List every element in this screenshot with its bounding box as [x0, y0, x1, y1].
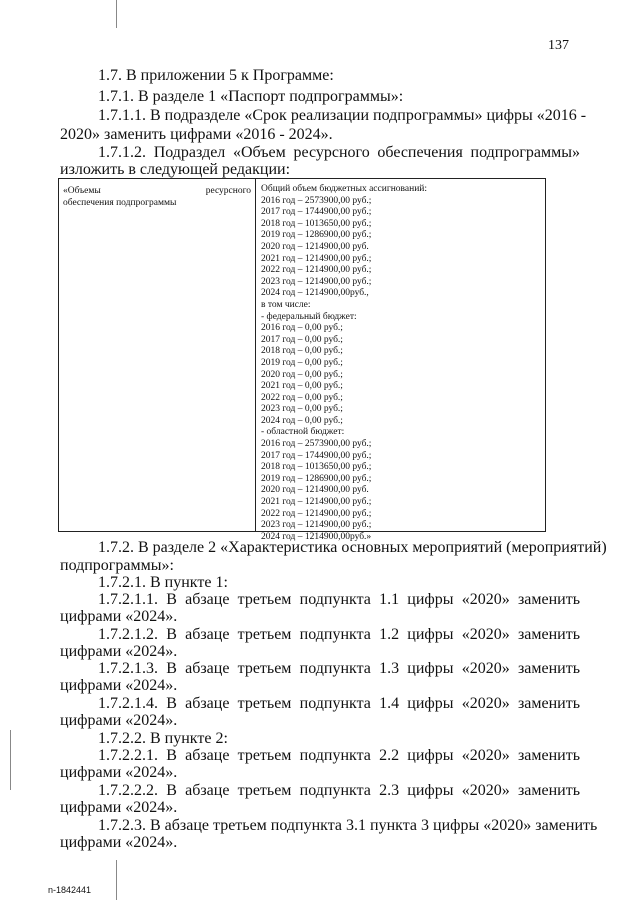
table-right-line: 2023 год – 1214900,00 руб.;: [261, 520, 372, 531]
paragraph-1-7-2-1-3-line1: 1.7.2.1.3. В абзаце третьем подпункта 1.3 цифры «2020» заменить: [98, 660, 580, 677]
table-left-cell: [63, 185, 251, 209]
paragraph-1-7-2-1-2-line1: 1.7.2.1.2. В абзаце третьем подпункта 1.2 цифры «2020» заменить: [98, 626, 580, 643]
paragraph-1-7-2-1-4-line1: 1.7.2.1.4. В абзаце третьем подпункта 1.4 цифры «2020» заменить: [98, 695, 580, 712]
table-right-line: 2024 год – 0,00 руб.;: [261, 415, 343, 426]
table-right-line: 2020 год – 1214900,00 руб.: [261, 485, 369, 496]
table-left-word-1: «Объемы: [63, 186, 101, 196]
table-right-cell: [261, 184, 541, 543]
paragraph-1-7-2-2-1-line2: цифрами «2024».: [60, 764, 178, 781]
paragraph-1-7-2-3-line1: 1.7.2.3. В абзаце третьем подпункта 3.1 пункта 3 цифры «2020» заменить: [98, 817, 598, 834]
table-right-line: 2024 год – 1214900,00руб.»: [261, 531, 372, 542]
paragraph-1-7-2-line1: 1.7.2. В разделе 2 «Характеристика основных мероприятий (мероприятий): [98, 539, 607, 556]
table-right-line: 2018 год – 1013650,00 руб.;: [261, 218, 372, 229]
table-right-line: 2021 год – 1214900,00 руб.;: [261, 253, 372, 264]
table-right-line: 2022 год – 1214900,00 руб.;: [261, 265, 372, 276]
scan-mark-top: [116, 0, 117, 28]
scan-mark-bottom: [116, 860, 117, 900]
table-right-line: 2018 год – 1013650,00 руб.;: [261, 462, 372, 473]
footer-document-code: n-1842441: [48, 885, 92, 895]
table-right-line: 2023 год – 0,00 руб.;: [261, 404, 343, 415]
paragraph-1-7-2-1-1-line2: цифрами «2024».: [60, 608, 178, 625]
table-right-line: - федеральный бюджет:: [261, 311, 357, 322]
page-number: 137: [548, 38, 569, 53]
paragraph-1-7-2-2-2-line1: 1.7.2.2.2. В абзаце третьем подпункта 2.3 цифры «2020» заменить: [98, 782, 580, 799]
table-right-line: 2023 год – 1214900,00 руб.;: [261, 276, 372, 287]
table-right-line: 2024 год – 1214900,00руб.,: [261, 288, 369, 299]
table-right-line: 2017 год – 0,00 руб.;: [261, 334, 343, 345]
table-left-word-2: ресурсного: [205, 186, 251, 196]
resource-table: [58, 178, 546, 542]
table-right-line: 2019 год – 1286900,00 руб.;: [261, 473, 372, 484]
paragraph-1-7-2-3-line2: цифрами «2024».: [60, 834, 178, 851]
table-left-line-2: обеспечения подпрограммы: [63, 198, 177, 208]
scan-mark-left: [10, 730, 11, 790]
table-right-line: - областной бюджет:: [261, 427, 345, 438]
table-right-line: 2018 год – 0,00 руб.;: [261, 346, 343, 357]
paragraph-1-7-2-1-1-line1: 1.7.2.1.1. В абзаце третьем подпункта 1.1 цифры «2020» заменить: [98, 591, 580, 608]
table-right-line: 2020 год – 1214900,00 руб.: [261, 241, 369, 252]
paragraph-1-7-2-2-2-line2: цифрами «2024».: [60, 799, 178, 816]
table-right-line: 2021 год – 0,00 руб.;: [261, 381, 343, 392]
table-right-line: в том числе:: [261, 299, 311, 310]
paragraph-1-7-1-1-line1: 1.7.1.1. В подразделе «Срок реализации подпрограммы» цифры «2016 -: [98, 107, 587, 124]
paragraph-1-7-1: 1.7.1. В разделе 1 «Паспорт подпрограммы»:: [98, 88, 404, 105]
paragraph-1-7-2-2: 1.7.2.2. В пункте 2:: [98, 730, 228, 747]
paragraph-1-7-1-2-line2: изложить в следующей редакции:: [60, 161, 291, 178]
table-right-line: 2016 год – 2573900,00 руб.;: [261, 195, 372, 206]
table-right-line: Общий объем бюджетных ассигнований:: [261, 184, 428, 194]
table-column-divider: [255, 179, 256, 531]
paragraph-1-7-1-2-line1: 1.7.1.2. Подраздел «Объем ресурсного обеспечения подпрограммы»: [98, 144, 580, 161]
table-right-line: 2017 год – 1744900,00 руб.;: [261, 207, 372, 218]
paragraph-1-7-2-1-4-line2: цифрами «2024».: [60, 712, 178, 729]
paragraph-1-7-1-1-line2: 2020» заменить цифрами «2016 - 2024».: [60, 126, 333, 143]
paragraph-1-7-2-1: 1.7.2.1. В пункте 1:: [98, 574, 228, 591]
table-right-line: 2021 год – 1214900,00 руб.;: [261, 497, 372, 508]
table-right-line: 2019 год – 0,00 руб.;: [261, 357, 343, 368]
table-right-line: 2022 год – 0,00 руб.;: [261, 392, 343, 403]
table-right-line: 2020 год – 0,00 руб.;: [261, 369, 343, 380]
paragraph-1-7-2-1-2-line2: цифрами «2024».: [60, 643, 178, 660]
table-right-line: 2016 год – 0,00 руб.;: [261, 323, 343, 334]
paragraph-1-7-2-2-1-line1: 1.7.2.2.1. В абзаце третьем подпункта 2.2 цифры «2020» заменить: [98, 747, 580, 764]
table-right-line: 2016 год – 2573900,00 руб.;: [261, 439, 372, 450]
table-right-line: 2022 год – 1214900,00 руб.;: [261, 508, 372, 519]
table-right-line: 2017 год – 1744900,00 руб.;: [261, 450, 372, 461]
paragraph-1-7-2-1-3-line2: цифрами «2024».: [60, 677, 178, 694]
table-right-line: 2019 год – 1286900,00 руб.;: [261, 230, 372, 241]
paragraph-1-7-2-line2: подпрограммы»:: [60, 557, 174, 574]
paragraph-1-7: 1.7. В приложении 5 к Программе:: [98, 67, 334, 84]
